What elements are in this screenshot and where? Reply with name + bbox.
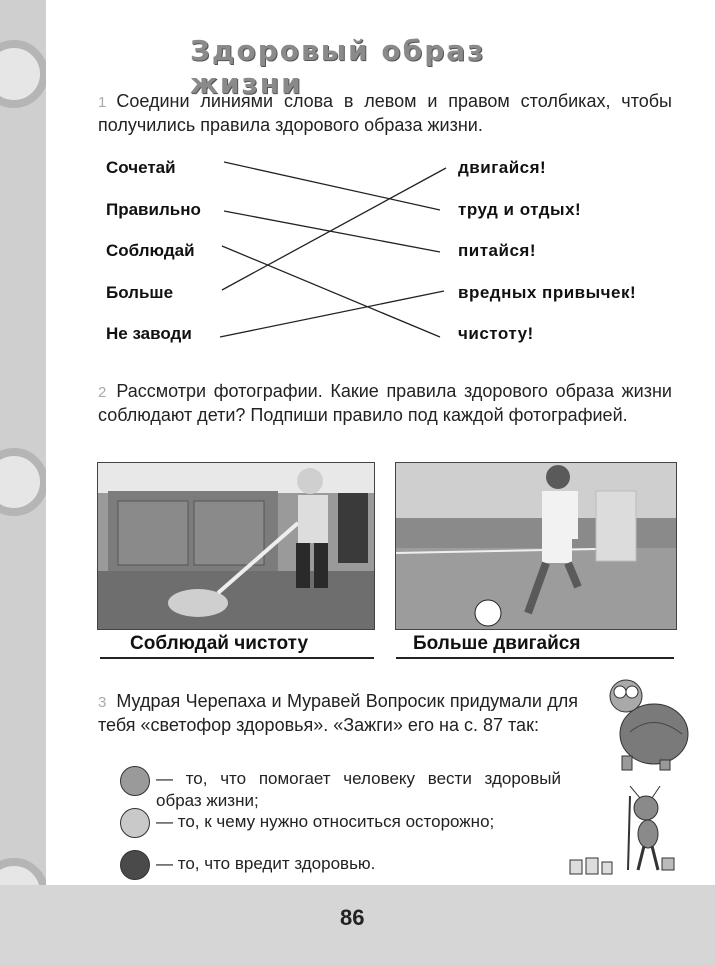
page-title: Здоровый образ жизни [190, 34, 486, 100]
legend-circle-helpful [120, 766, 150, 796]
turtle-illustration [596, 672, 692, 772]
legend-text: — то, к чему нужно относиться осторожно; [156, 812, 495, 831]
caption-line [396, 657, 674, 659]
right-word: чистоту! [458, 324, 534, 343]
left-word: Соблюдай [106, 241, 195, 260]
task3-text: Мудрая Черепаха и Муравей Вопросик придумали для тебя «светофор здоровья». «Зажги» его на с. 87 так: [98, 691, 578, 735]
right-word: труд и отдых! [458, 200, 582, 219]
legend-text: — то, что вредит здоровью. [156, 854, 376, 873]
paint-cans-illustration [566, 852, 616, 876]
task1-number: 1 [98, 94, 107, 111]
legend-text: — то, что помогает человеку вести здоровый образ жизни; [156, 769, 561, 810]
left-word: Не заводи [106, 324, 192, 343]
legend-circle-caution [120, 808, 150, 838]
right-word: двигайся! [458, 158, 547, 177]
task1-instruction [98, 90, 672, 137]
photo-cleaning [97, 462, 375, 630]
legend-circle-harmful [120, 850, 150, 880]
left-word: Правильно [106, 200, 201, 219]
left-word: Сочетай [106, 158, 176, 177]
right-word: питайся! [458, 241, 536, 260]
task2-number: 2 [98, 384, 107, 401]
photo-caption: Соблюдай чистоту [130, 633, 309, 654]
photo-caption: Больше двигайся [413, 633, 581, 654]
right-word: вредных привычек! [458, 283, 637, 302]
task3-instruction [98, 690, 578, 737]
task2-text: Рассмотри фотографии. Какие правила здорового образа жизни соблюдают дети? Подпиши правило под каждой фотографией. [98, 381, 672, 425]
left-word: Больше [106, 283, 174, 302]
caption-line [100, 657, 374, 659]
photo-cleaning-image [98, 463, 374, 629]
task2-instruction [98, 380, 672, 427]
photo-football-image [396, 463, 676, 629]
photo-football [395, 462, 677, 630]
page-number: 86 [340, 905, 365, 930]
task3-number: 3 [98, 694, 107, 711]
task1-text: Соедини линиями слова в левом и правом столбиках, чтобы получились правила здорового образа жизни. [98, 91, 672, 135]
